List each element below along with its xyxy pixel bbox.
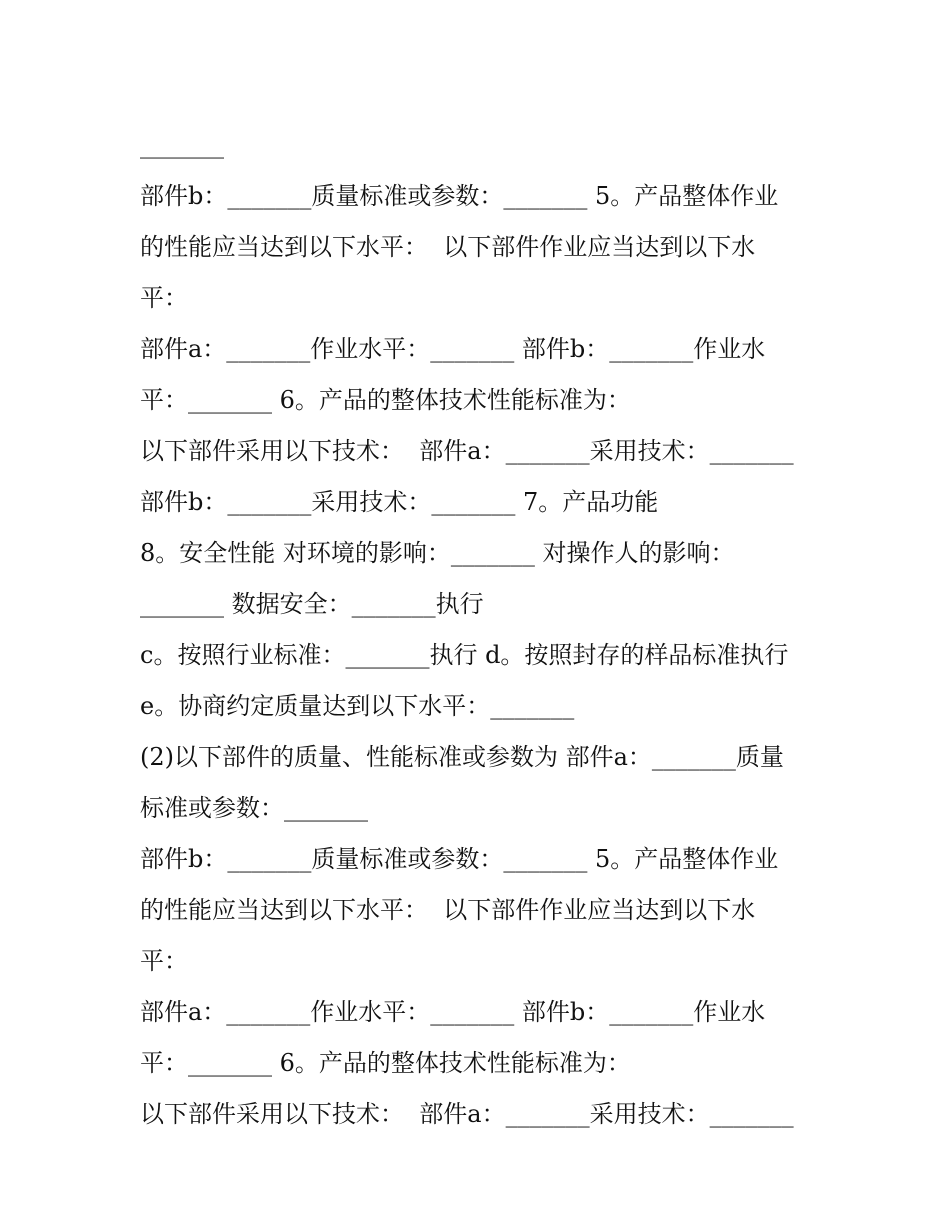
- text-line: 平：_______ 6。产品的整体技术性能标准为：: [140, 1049, 631, 1077]
- text-line: 平：: [140, 947, 188, 975]
- text-line: _______: [140, 131, 224, 159]
- text-line: 的性能应当达到以下水平： 以下部件作业应当达到以下水: [140, 233, 756, 261]
- text-line: 以下部件采用以下技术： 部件a：_______采用技术：_______: [140, 437, 794, 465]
- text-line: 8。安全性能 对环境的影响：_______ 对操作人的影响：: [140, 539, 735, 567]
- document-body: [140, 120, 820, 1140]
- text-line: c。按照行业标准：_______执行 d。按照封存的样品标准执行: [140, 641, 789, 669]
- text-line: 以下部件采用以下技术： 部件a：_______采用技术：_______: [140, 1100, 794, 1128]
- text-line: 部件a：_______作业水平：_______ 部件b：_______作业水: [140, 998, 766, 1026]
- text-line: 部件b：_______采用技术：_______ 7。产品功能: [140, 488, 659, 516]
- text-line: 标准或参数：_______: [140, 794, 368, 822]
- text-line: e。协商约定质量达到以下水平：_______: [140, 692, 575, 720]
- text-line: 部件a：_______作业水平：_______ 部件b：_______作业水: [140, 335, 766, 363]
- text-line: 平：: [140, 284, 188, 312]
- text-line: 部件b：_______质量标准或参数：_______ 5。产品整体作业: [140, 182, 779, 210]
- text-line: 部件b：_______质量标准或参数：_______ 5。产品整体作业: [140, 845, 779, 873]
- text-line: _______ 数据安全：_______执行: [140, 590, 484, 618]
- text-line: 的性能应当达到以下水平： 以下部件作业应当达到以下水: [140, 896, 756, 924]
- text-line: 平：_______ 6。产品的整体技术性能标准为：: [140, 386, 631, 414]
- text-line: (2)以下部件的质量、性能标准或参数为 部件a：_______质量: [140, 743, 784, 771]
